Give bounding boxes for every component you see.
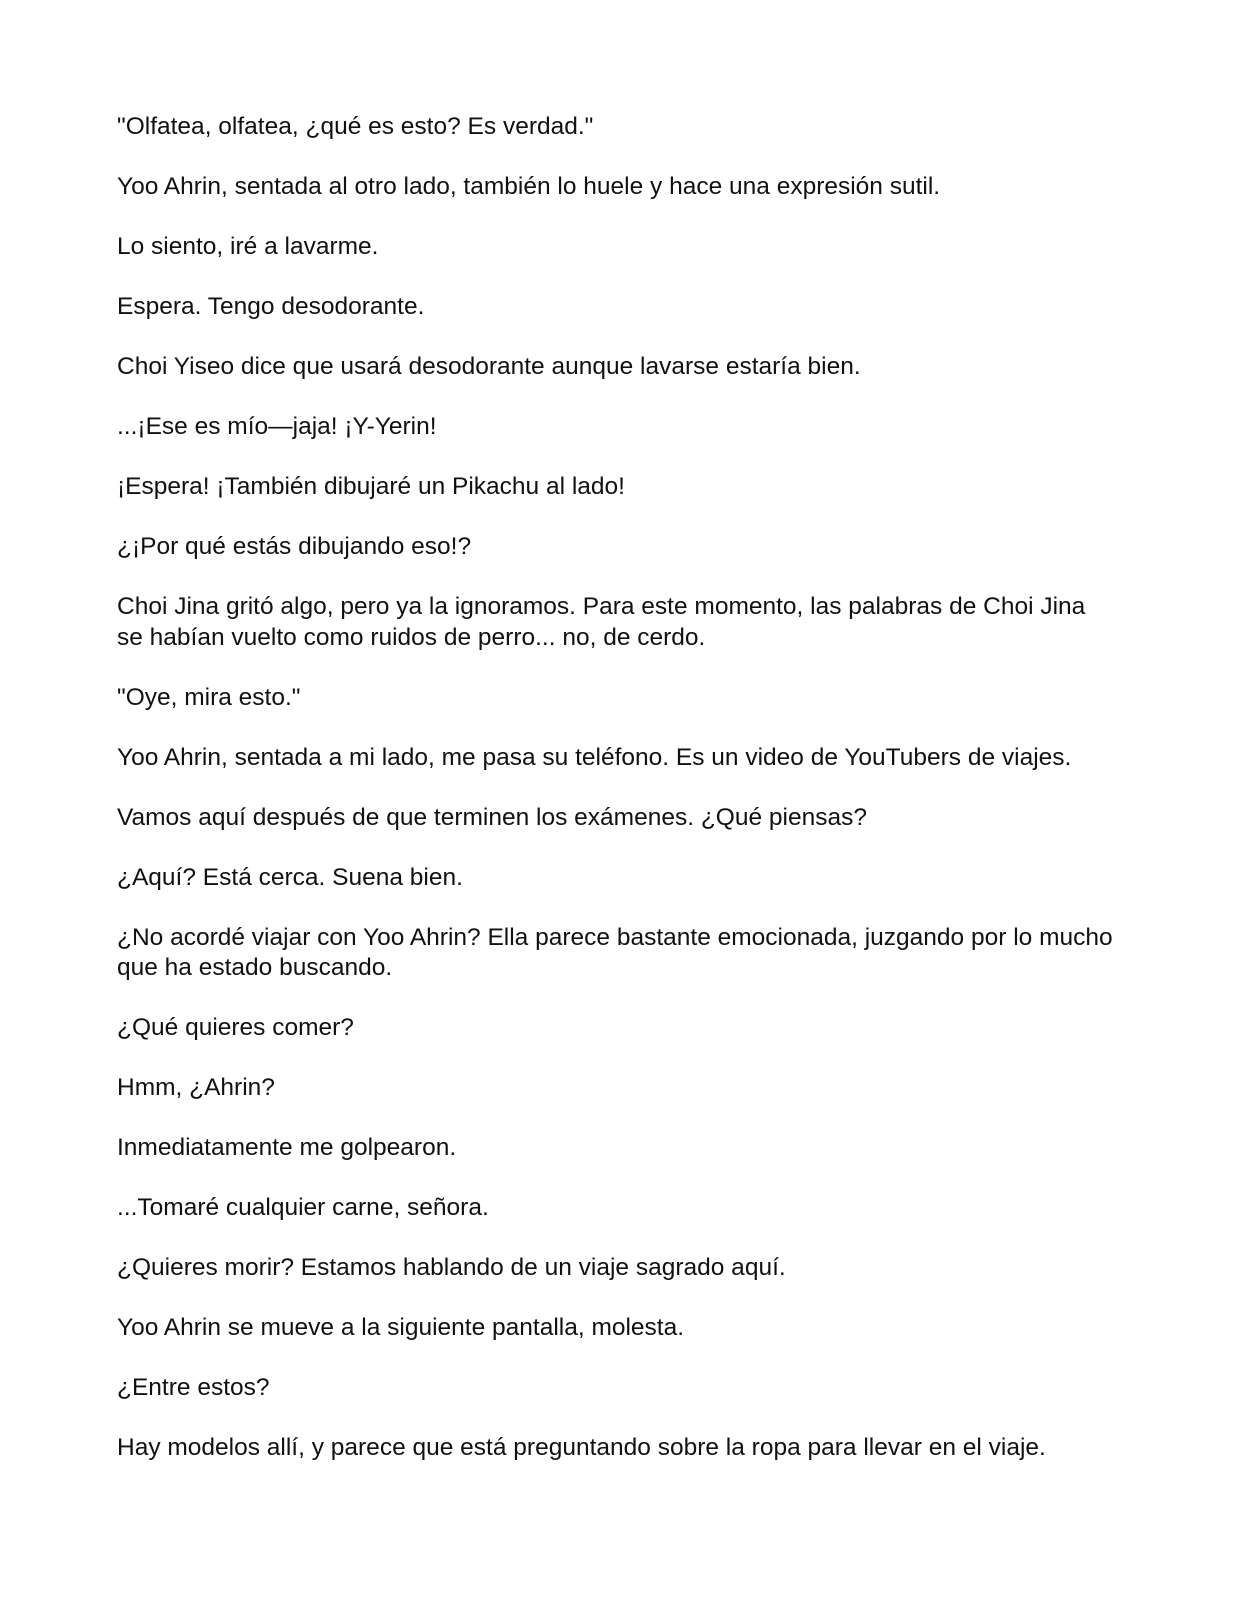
paragraph: ...Tomaré cualquier carne, señora. <box>117 1194 489 1221</box>
paragraph: ¿¡Por qué estás dibujando eso!? <box>117 533 472 560</box>
paragraph: Hmm, ¿Ahrin? <box>117 1074 275 1101</box>
paragraph: ¿Entre estos? <box>117 1374 270 1401</box>
paragraph: Yoo Ahrin se mueve a la siguiente pantalla, molesta. <box>117 1314 685 1341</box>
paragraph: Lo siento, iré a lavarme. <box>117 233 379 260</box>
paragraph: "Olfatea, olfatea, ¿qué es esto? Es verdad." <box>117 113 594 140</box>
paragraph: Choi Jina gritó algo, pero ya la ignoramos. Para este momento, las palabras de Choi Jina se habían vuelto como ruidos de perro... no, de cerdo. <box>117 593 1086 651</box>
paragraph: "Oye, mira esto." <box>117 683 301 711</box>
paragraph: Choi Yiseo dice que usará desodorante aunque lavarse estaría bien. <box>117 353 861 380</box>
paragraph: ¿Qué quieres comer? <box>117 1014 354 1041</box>
document-body <box>117 112 1117 1493</box>
paragraph: Vamos aquí después de que terminen los exámenes. ¿Qué piensas? <box>117 803 867 831</box>
paragraph: ¿Quieres morir? Estamos hablando de un viaje sagrado aquí. <box>117 1254 786 1281</box>
paragraph: Hay modelos allí, y parece que está preguntando sobre la ropa para llevar en el viaje. <box>117 1434 1046 1461</box>
paragraph: Yoo Ahrin, sentada al otro lado, también lo huele y hace una expresión sutil. <box>117 173 941 200</box>
paragraph: Espera. Tengo desodorante. <box>117 293 425 320</box>
paragraph: ¿No acordé viajar con Yoo Ahrin? Ella parece bastante emocionada, juzgando por lo mucho que ha estado buscando. <box>117 923 1113 981</box>
paragraph: ¡Espera! ¡También dibujaré un Pikachu al lado! <box>117 473 625 500</box>
paragraph: Yoo Ahrin, sentada a mi lado, me pasa su teléfono. Es un video de YouTubers de viajes. <box>117 743 1072 771</box>
paragraph: Inmediatamente me golpearon. <box>117 1134 457 1161</box>
paragraph: ...¡Ese es mío—jaja! ¡Y-Yerin! <box>117 413 437 440</box>
paragraph: ¿Aquí? Está cerca. Suena bien. <box>117 863 463 891</box>
